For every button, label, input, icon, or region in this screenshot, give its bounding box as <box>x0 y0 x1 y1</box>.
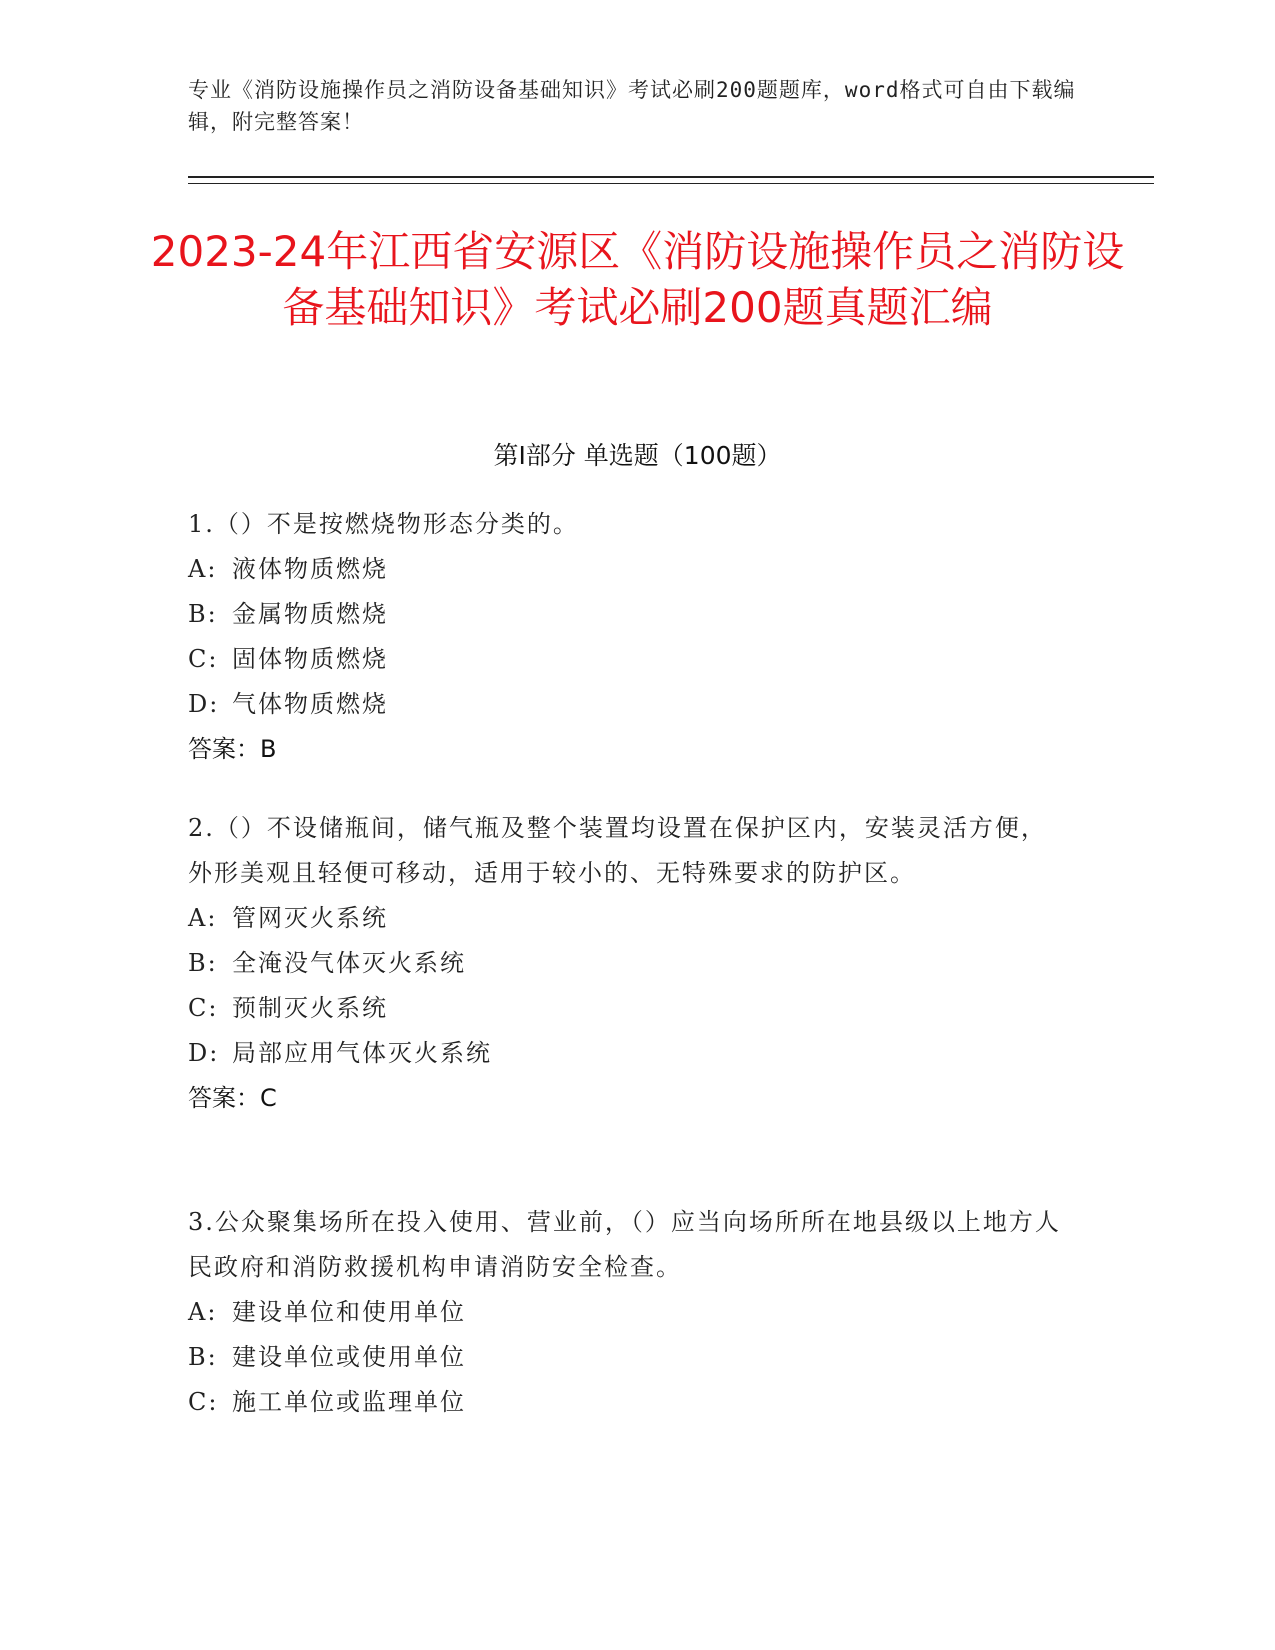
option-key: B: <box>188 949 218 977</box>
answer: 答案：C <box>188 1084 277 1112</box>
question-1 <box>188 502 1068 772</box>
option-key: A: <box>188 555 218 583</box>
option-b <box>188 1335 1068 1380</box>
option-text: 建设单位或使用单位 <box>232 1343 466 1371</box>
question-text: 2.（）不设储瓶间，储气瓶及整个装置均设置在保护区内，安装灵活方便，外形美观且轻便可移动，适用于较小的、无特殊要求的防护区。 <box>188 814 1047 887</box>
option-key: C: <box>188 645 219 673</box>
option-key: A: <box>188 904 218 932</box>
option-d <box>188 682 1068 727</box>
option-c <box>188 1380 1068 1425</box>
option-a <box>188 547 1068 592</box>
header-note: 专业《消防设施操作员之消防设备基础知识》考试必刷200题题库，word格式可自由下载编辑，附完整答案！ <box>188 78 1076 134</box>
option-a <box>188 1290 1068 1335</box>
option-key: A: <box>188 1298 218 1326</box>
option-b <box>188 592 1068 637</box>
option-key: D: <box>188 1039 220 1067</box>
option-text: 施工单位或监理单位 <box>232 1388 466 1416</box>
section-title: 第Ⅰ部分 单选题（100题） <box>493 441 782 470</box>
option-text: 气体物质燃烧 <box>232 690 388 718</box>
option-text: 液体物质燃烧 <box>232 555 388 583</box>
option-text: 管网灭火系统 <box>232 904 388 932</box>
option-b <box>188 941 1068 986</box>
option-a <box>188 896 1068 941</box>
option-key: B: <box>188 600 218 628</box>
header-rule-thin <box>188 183 1154 184</box>
document-title: 2023-24年江西省安源区《消防设施操作员之消防设备基础知识》考试必刷200题真题汇编 <box>150 227 1125 332</box>
option-c <box>188 986 1068 1031</box>
option-text: 金属物质燃烧 <box>232 600 388 628</box>
option-key: D: <box>188 690 220 718</box>
option-text: 预制灭火系统 <box>232 994 388 1022</box>
answer: 答案：B <box>188 735 277 763</box>
option-key: C: <box>188 1388 219 1416</box>
option-key: B: <box>188 1343 218 1371</box>
option-text: 全淹没气体灭火系统 <box>232 949 466 977</box>
question-text: 1.（）不是按燃烧物形态分类的。 <box>188 510 579 538</box>
option-d <box>188 1031 1068 1076</box>
question-text: 3.公众聚集场所在投入使用、营业前，（）应当向场所所在地县级以上地方人民政府和消防救援机构申请消防安全检查。 <box>188 1208 1061 1281</box>
option-key: C: <box>188 994 219 1022</box>
question-3 <box>188 1200 1068 1425</box>
question-2 <box>188 806 1068 1121</box>
option-text: 固体物质燃烧 <box>232 645 388 673</box>
header-rule-thick <box>188 176 1154 178</box>
option-c <box>188 637 1068 682</box>
option-text: 局部应用气体灭火系统 <box>232 1039 492 1067</box>
option-text: 建设单位和使用单位 <box>232 1298 466 1326</box>
